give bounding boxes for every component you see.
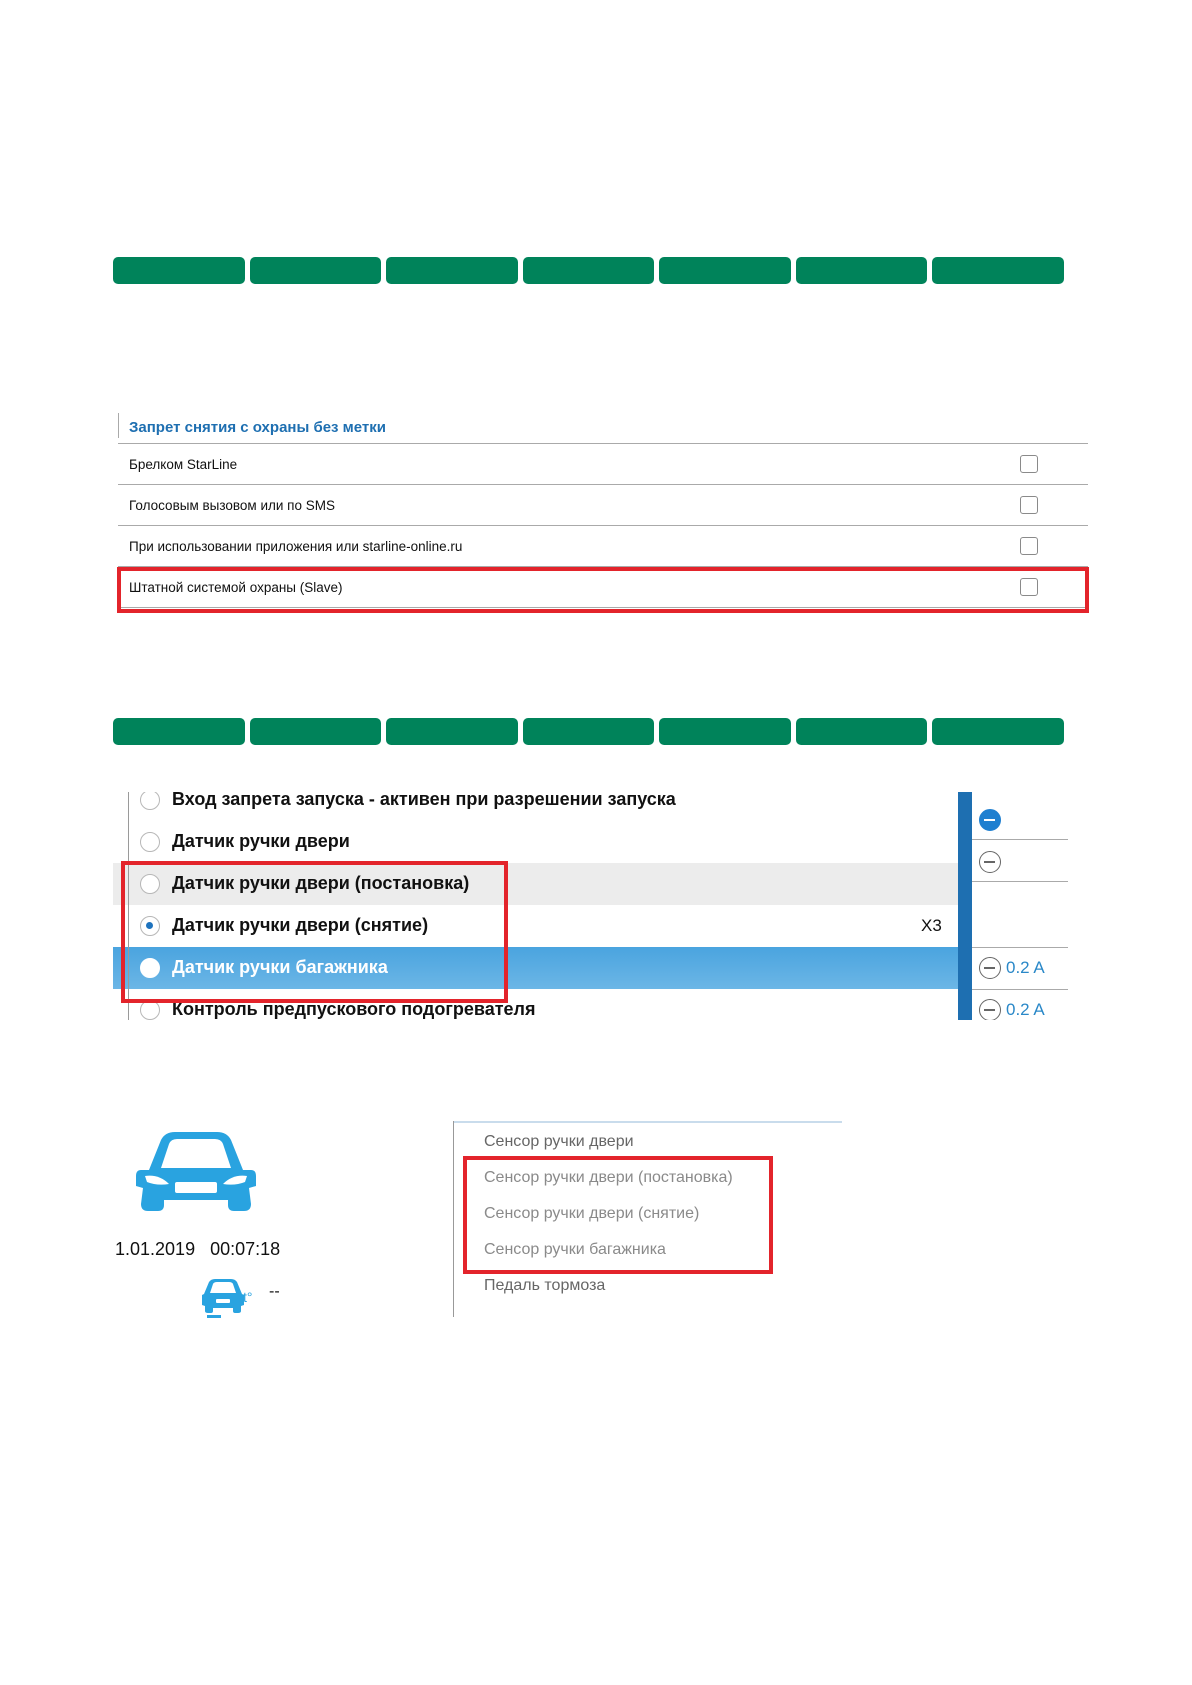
tab-segment[interactable] — [523, 257, 655, 284]
tab-segment[interactable] — [113, 257, 245, 284]
settings-top-rule — [118, 413, 119, 438]
tab-segment[interactable] — [386, 718, 518, 745]
tab-segment[interactable] — [250, 257, 382, 284]
setting-label-slave: Штатной системой охраны (Slave) — [129, 580, 343, 595]
radio-label: Контроль предпускового подогревателя — [172, 999, 536, 1019]
side-divider — [972, 881, 1068, 882]
radio-row-start-block[interactable] — [113, 792, 958, 821]
settings-divider — [118, 484, 1088, 485]
highlight-box-slave — [117, 567, 1089, 613]
minus-circle-icon[interactable] — [979, 999, 1001, 1020]
minus-circle-icon[interactable] — [979, 809, 1001, 831]
setting-label-voice-sms: Голосовым вызовом или по SMS — [129, 498, 335, 513]
middle-tab-bar — [113, 718, 1064, 745]
radio-row-door-handle[interactable] — [113, 821, 958, 863]
radio-label: Датчик ручки двери (постановка) — [172, 873, 470, 893]
setting-checkbox-app-online[interactable] — [1020, 537, 1038, 555]
scroll-strip[interactable] — [958, 792, 972, 1020]
highlight-box-sensors — [463, 1156, 773, 1274]
setting-checkbox-voice-sms[interactable] — [1020, 496, 1038, 514]
tab-segment[interactable] — [796, 257, 928, 284]
radio-label: Датчик ручки двери (снятие) — [172, 915, 429, 935]
side-divider — [972, 947, 1068, 948]
list-item[interactable]: Сенсор ручки багажника — [484, 1241, 666, 1258]
setting-checkbox-keyfob[interactable] — [1020, 455, 1038, 473]
current-value: 0.2 A — [1006, 1000, 1045, 1019]
list-item[interactable]: Сенсор ручки двери (снятие) — [484, 1205, 700, 1222]
tab-segment[interactable] — [113, 718, 245, 745]
list-left-rule — [453, 1121, 454, 1317]
radio-label: Датчик ручки двери — [172, 831, 350, 851]
status-date: 1.01.2019 — [115, 1239, 196, 1259]
radio-button[interactable] — [140, 1000, 160, 1020]
top-tab-bar — [113, 257, 1064, 284]
radio-label: Вход запрета запуска - активен при разрешении запуска — [172, 792, 676, 809]
radio-button[interactable] — [140, 792, 160, 810]
tab-segment[interactable] — [659, 257, 791, 284]
connector-tag: X3 — [921, 916, 942, 935]
setting-label-app-online: При использовании приложения или starline-online.ru — [129, 539, 463, 554]
settings-title: Запрет снятия с охраны без метки — [129, 419, 386, 436]
car-temperature-icon — [201, 1278, 245, 1318]
tab-segment[interactable] — [386, 257, 518, 284]
tab-segment[interactable] — [523, 718, 655, 745]
temperature-symbol: t° — [243, 1289, 253, 1305]
minus-circle-icon[interactable] — [979, 851, 1001, 873]
side-divider — [972, 989, 1068, 990]
car-front-icon — [135, 1130, 257, 1212]
minus-circle-icon[interactable] — [979, 957, 1001, 979]
radio-button[interactable] — [140, 832, 160, 852]
tab-segment[interactable] — [932, 257, 1064, 284]
tab-segment[interactable] — [796, 718, 928, 745]
current-value: 0.2 A — [1006, 958, 1045, 977]
list-top-rule — [453, 1121, 842, 1123]
status-datetime — [115, 1239, 280, 1260]
tab-segment[interactable] — [932, 718, 1064, 745]
tab-segment[interactable] — [250, 718, 382, 745]
settings-divider — [118, 525, 1088, 526]
tab-segment[interactable] — [659, 718, 791, 745]
settings-divider — [118, 443, 1088, 444]
list-item[interactable]: Сенсор ручки двери (постановка) — [484, 1169, 733, 1186]
status-time: 00:07:18 — [210, 1239, 281, 1259]
setting-label-keyfob: Брелком StarLine — [129, 457, 238, 472]
highlight-box-door-handles — [121, 861, 508, 1003]
list-item[interactable]: Педаль тормоза — [484, 1277, 606, 1294]
radio-label: Датчик ручки багажника — [172, 957, 388, 977]
side-divider — [972, 839, 1068, 840]
list-item[interactable]: Сенсор ручки двери — [484, 1133, 634, 1150]
temperature-value: -- — [269, 1283, 280, 1300]
